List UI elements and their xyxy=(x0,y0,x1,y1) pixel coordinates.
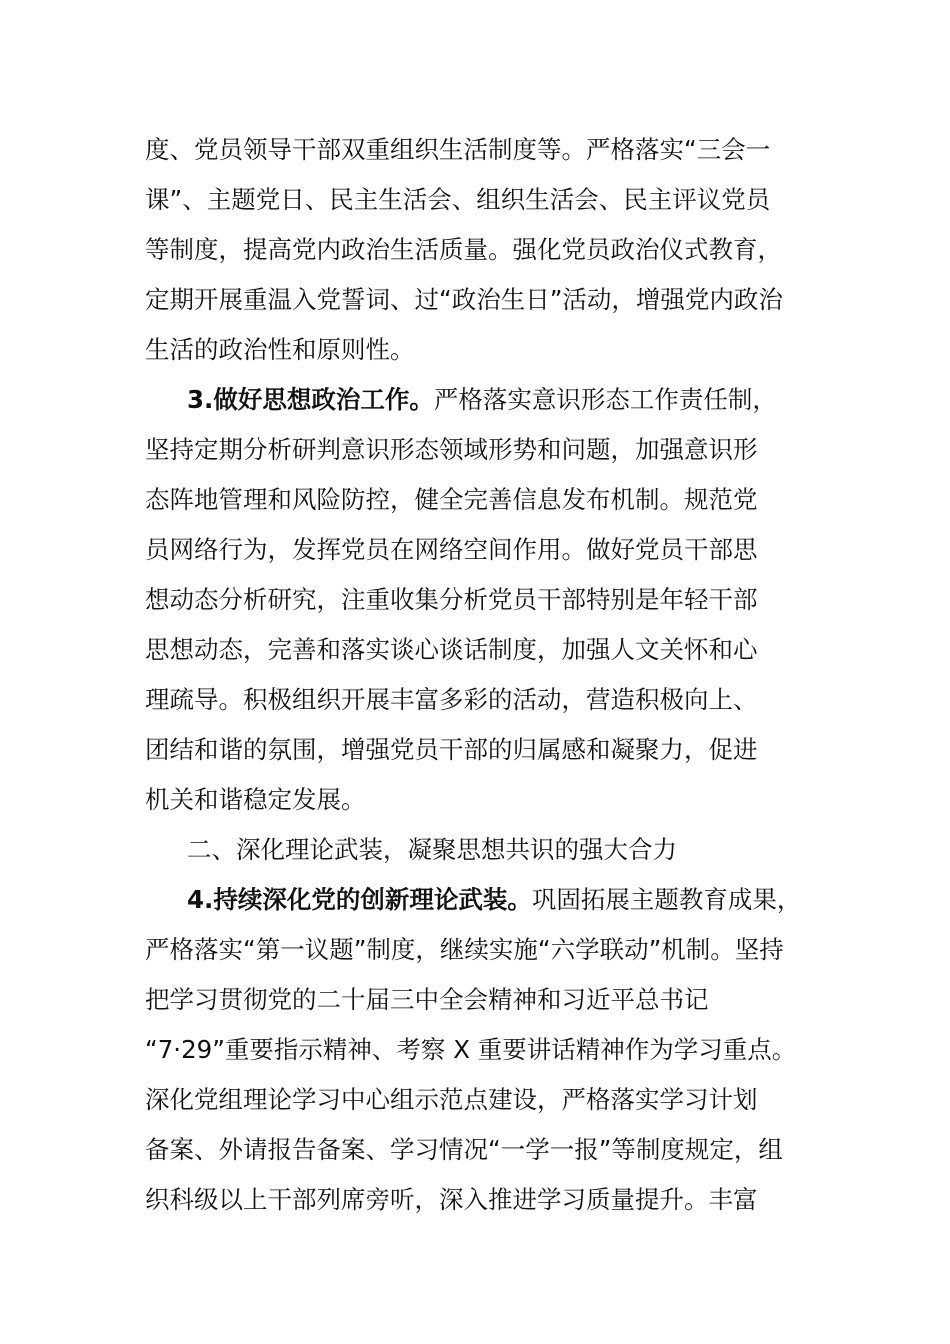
paragraph-line: 团结和谐的氛围，增强党员干部的归属感和凝聚力，促进 xyxy=(145,735,758,764)
paragraph-text: 严格落实意识形态工作责任制， xyxy=(433,385,777,414)
paragraph-line: 思想动态，完善和落实谈心谈话制度，加强人文关怀和心 xyxy=(145,635,758,664)
paragraph-line: 度、党员领导干部双重组织生活制度等。严格落实“三会一 xyxy=(145,135,771,164)
paragraph-line: 把学习贯彻党的二十届三中全会精神和习近平总书记 xyxy=(145,985,709,1014)
item-4-heading: 4.持续深化党的创新理论武装。 xyxy=(187,885,532,914)
section-heading-2: 二、深化理论武装，凝聚思想共识的强大合力 xyxy=(187,835,677,864)
paragraph-line: 等制度，提高党内政治生活质量。强化党员政治仪式教育， xyxy=(145,235,782,264)
section-item-3-line xyxy=(187,383,777,417)
paragraph-line: 机关和谐稳定发展。 xyxy=(145,785,366,814)
paragraph-line: 坚持定期分析研判意识形态领域形势和问题，加强意识形 xyxy=(145,435,758,464)
paragraph-line: “7·29”重要指示精神、考察 X 重要讲话精神作为学习重点。 xyxy=(145,1035,797,1064)
paragraph-line: 员网络行为，发挥党员在网络空间作用。做好党员干部思 xyxy=(145,535,758,564)
paragraph-text: 巩固拓展主题教育成果， xyxy=(531,885,802,914)
paragraph-line: 生活的政治性和原则性。 xyxy=(145,335,415,364)
paragraph-line: 深化党组理论学习中心组示范点建设，严格落实学习计划 xyxy=(145,1085,758,1114)
paragraph-line: 定期开展重温入党誓词、过“政治生日”活动，增强党内政治 xyxy=(145,285,783,314)
paragraph-line: 备案、外请报告备案、学习情况“一学一报”等制度规定，组 xyxy=(145,1135,783,1164)
paragraph-line: 想动态分析研究，注重收集分析党员干部特别是年轻干部 xyxy=(145,585,758,614)
paragraph-line: 织科级以上干部列席旁听，深入推进学习质量提升。丰富 xyxy=(145,1185,758,1214)
item-3-heading: 3.做好思想政治工作。 xyxy=(187,385,434,414)
paragraph-line: 理疏导。积极组织开展丰富多彩的活动，营造积极向上、 xyxy=(145,685,758,714)
paragraph-line: 课”、主题党日、民主生活会、组织生活会、民主评议党员 xyxy=(145,185,771,214)
paragraph-line: 严格落实“第一议题”制度，继续实施“六学联动”机制。坚持 xyxy=(145,935,784,964)
paragraph-line: 态阵地管理和风险防控，健全完善信息发布机制。规范党 xyxy=(145,485,758,514)
section-item-4-line xyxy=(187,883,801,917)
